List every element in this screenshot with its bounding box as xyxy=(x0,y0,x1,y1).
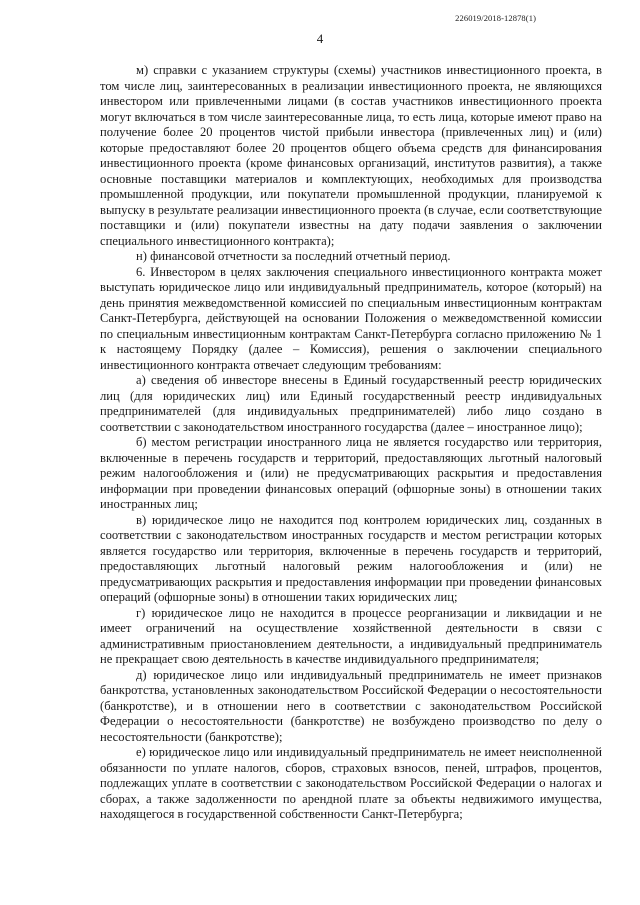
paragraph-item-g: г) юридическое лицо не находится в процессе реорганизации и ликвидации и не имеет ограничений на осуществление хозяйственной деятельности в связи с административным приостановлением деятельности, а индивидуальный предприниматель не прекращает свою деятельность в качестве индивидуального предпринимателя; xyxy=(100,605,602,666)
paragraph-item-b: б) местом регистрации иностранного лица не является государство или территория, включенные в перечень государств и территорий, предоставляющих льготный налоговый режим налогообложения и (или) не предусматривающих раскрытия и предоставления информации при проведении финансовых операций (офшорные зоны) в отношении таких иностранных лиц; xyxy=(100,435,602,511)
paragraph-item-a: а) сведения об инвесторе внесены в Единый государственный реестр юридических лиц (для юридических лиц) или Единый государственный реестр индивидуальных предпринимателей (для индивидуальных предпринимателей) либо лицо создано в соответствии с законодательством иностранного государства (далее – иностранное лицо); xyxy=(100,373,602,434)
paragraph-item-d: д) юридическое лицо или индивидуальный предприниматель не имеет признаков банкротства, установленных законодательством Российской Федерации о несостоятельности (банкротстве), и в отношении него в соответствии с законодательством Российской Федерации о несостоятельности (банкротстве) не возбуждено производство по делу о несостоятельности (банкротстве); xyxy=(100,667,602,744)
paragraph-item-v: в) юридическое лицо не находится под контролем юридических лиц, созданных в соответствии с законодательством иностранных государств и местом регистрации которых является государство или территория, включенные в перечень государств и территорий, предоставляющих льготный налоговый режим налогообложения и (или) не предусматривающих раскрытия и предоставления информации при проведении финансовых операций (офшорные зоны) в отношении таких юридических лиц; xyxy=(100,512,602,604)
document-id: 226019/2018-12878(1) xyxy=(455,13,536,23)
page-number: 4 xyxy=(316,31,324,46)
paragraph-item-e: е) юридическое лицо или индивидуальный предприниматель не имеет неисполненной обязанности по уплате налогов, сборов, страховых взносов, пеней, штрафов, процентов, подлежащих уплате в соответствии с законодательством Российской Федерации о налогах и сборах, а также задолженности по арендной плате за объекты недвижимого имущества, находящегося в государственной собственности Санкт-Петербурга; xyxy=(100,745,602,821)
paragraph-item-m: м) справки с указанием структуры (схемы) участников инвестиционного проекта, в том числе лиц, заинтересованных в реализации инвестиционного проекта, не являющихся инвестором или привлеченными лицами (в состав участников инвестиционного проекта могут включаться в том числе заинтересованные лица, то есть лица, которые имеют право на получение более 20 процентов чистой прибыли инвестора (привлеченных лиц) и (или) которые предоставляют более 20 процентов общего объема средств для финансирования инвестиционного проекта (кроме финансовых организаций, институтов развития), а также основные поставщики материалов и комплектующих, необходимых для производства промышленной продукции, или покупатели промышленной продукции, планируемой к выпуску в результате реализации инвестиционного проекта (в случае, если соответствующие поставщики и (или) покупатели известны на дату подачи заявления о заключении специального инвестиционного контракта); xyxy=(100,63,602,248)
paragraph-item-n: н) финансовой отчетности за последний отчетный период. xyxy=(136,249,451,263)
document-body xyxy=(100,63,602,823)
paragraph-section-6: 6. Инвестором в целях заключения специального инвестиционного контракта может выступать юридическое лицо или индивидуальный предприниматель, которое (который) на день принятия межведомственной комиссией по специальным инвестиционным контрактам Санкт-Петербурга, действующей на основании Положения о межведомственной комиссии по специальным инвестиционным контрактам Санкт-Петербурга согласно приложению № 1 к настоящему Порядку (далее – Комиссия), решения о заключении специального инвестиционного контракта отвечает следующим требованиям: xyxy=(100,264,602,372)
